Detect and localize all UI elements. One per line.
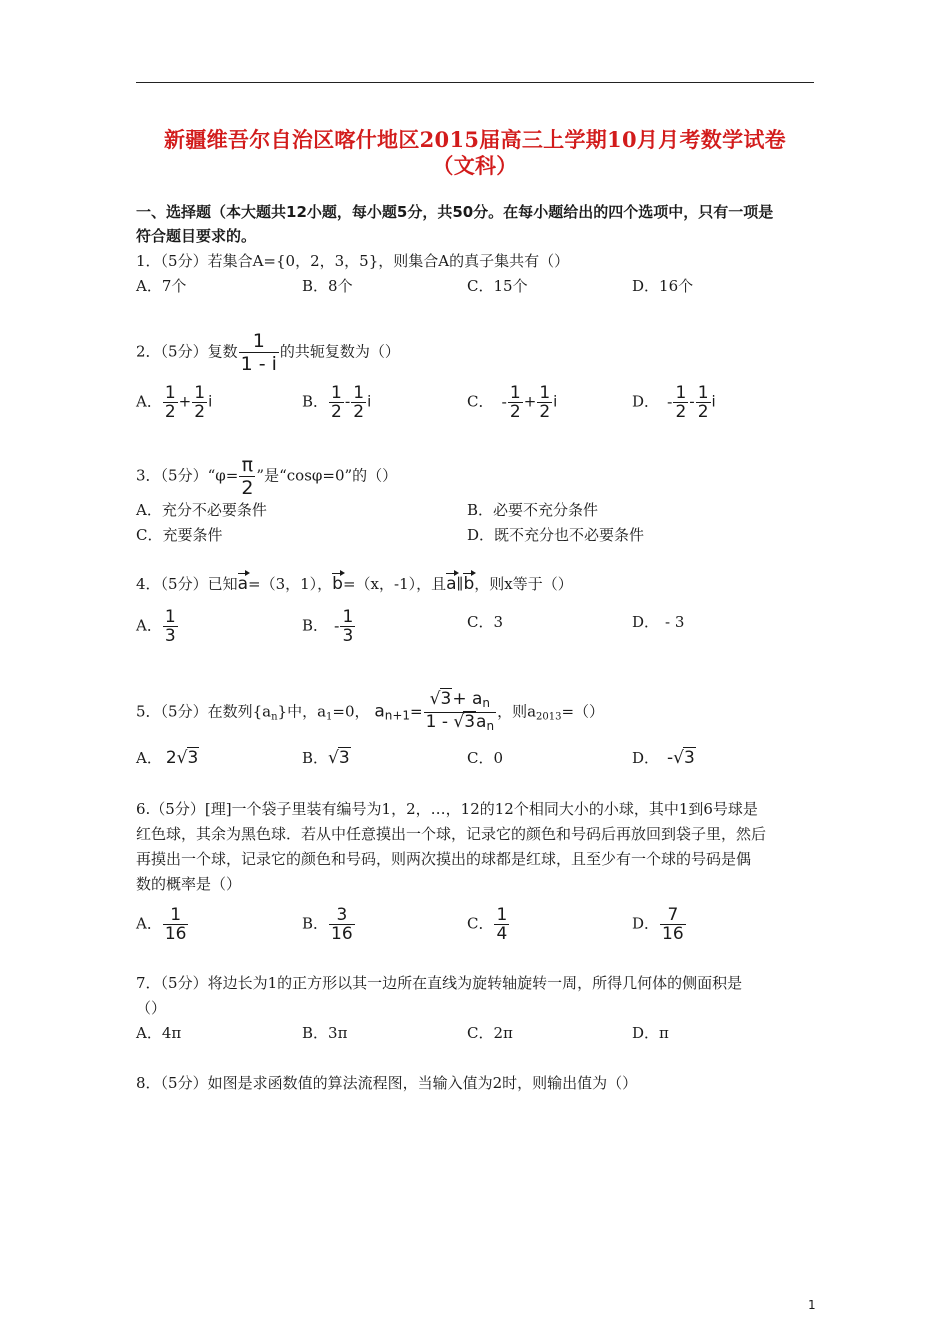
q5-a-label: A． xyxy=(136,749,162,767)
subscript: n xyxy=(482,696,491,710)
frac-den: 16 xyxy=(662,924,684,944)
q4-option-a[interactable] xyxy=(136,608,179,645)
section-heading-line1: 一、选择题（本大题共12小题，每小题5分，共50分。在每小题给出的四个选项中，只有一项是 xyxy=(136,203,774,221)
frac-num: 7 xyxy=(667,905,679,925)
q5-c-label: C． xyxy=(467,749,494,767)
q2-option-b[interactable] xyxy=(302,384,371,421)
frac-num: 1 xyxy=(496,905,508,925)
parallel-sign: ∥ xyxy=(456,575,464,593)
q4-d-value: - 3 xyxy=(665,613,685,631)
frac-den: 2 xyxy=(164,402,176,422)
q6-a-frac xyxy=(163,906,189,943)
q5-text: }中，a xyxy=(277,702,327,721)
q4-option-b[interactable] xyxy=(302,608,356,645)
coef: 2 xyxy=(165,748,177,768)
q2-c-frac1 xyxy=(508,384,523,421)
q5-text: =（） xyxy=(561,702,605,721)
frac-num: 1 xyxy=(697,383,709,403)
sqrt-radicand: 3 xyxy=(464,712,476,732)
q5-b-value: √3 xyxy=(328,748,350,768)
q6-c-label: C． xyxy=(467,914,494,933)
q2-stem-suffix: 的共轭复数为（） xyxy=(279,342,400,361)
frac-num: 1 xyxy=(353,383,365,403)
q2-b-frac1 xyxy=(329,384,344,421)
q3-option-a[interactable]: A．充分不必要条件 xyxy=(136,501,267,519)
q4-b-frac xyxy=(340,608,355,645)
q6-d-frac xyxy=(660,906,686,943)
q6-line: 红色球，其余为黑色球．若从中任意摸出一个球，记录它的颜色和号码后再放回到袋子里，然后 xyxy=(136,825,767,843)
frac-den: 2 xyxy=(331,402,342,422)
frac-num: 1 xyxy=(509,383,521,403)
q5-d-value: -√3 xyxy=(667,748,695,768)
frac-den-text: 1 - xyxy=(425,712,448,732)
frac-den: $1 - √3a_n$ xyxy=(425,712,495,733)
q2-c-frac2 xyxy=(537,384,552,421)
frac-den: 4 xyxy=(496,924,508,944)
q2-d-label: D． xyxy=(632,392,660,411)
q2-b-frac2 xyxy=(351,384,366,421)
q3-option-b[interactable]: B．必要不充分条件 xyxy=(467,501,599,519)
q3-option-d[interactable]: D．既不充分也不必要条件 xyxy=(467,526,645,544)
q7-line: （） xyxy=(136,999,167,1017)
minus-sign: - xyxy=(501,392,507,411)
q5-option-b[interactable] xyxy=(302,746,351,770)
sqrt-radicand: 3 xyxy=(684,748,695,768)
q4-a-frac xyxy=(163,608,178,645)
q5-d-label: D． xyxy=(632,749,660,767)
q2-a-frac2 xyxy=(192,384,207,421)
q2-fraction xyxy=(239,330,279,375)
q6-b-frac xyxy=(329,906,355,943)
frac-den: 16 xyxy=(331,924,353,944)
exam-subtitle: （文科） xyxy=(432,153,518,178)
frac-num: 1 xyxy=(675,383,687,403)
q4-a-label: A． xyxy=(136,616,162,635)
header-rule xyxy=(136,82,814,83)
equals-sign: = xyxy=(410,702,423,721)
question-3-stem xyxy=(136,454,816,499)
q6-option-c[interactable] xyxy=(467,906,510,943)
sqrt-radicand: 3 xyxy=(338,748,350,768)
q4-stem-prefix: 4．（5分）已知 xyxy=(136,575,238,593)
frac-num: 1 xyxy=(539,383,551,403)
q5-text: =0， xyxy=(332,702,370,721)
q4-part3: ，则x等于（） xyxy=(474,575,573,593)
question-5-stem xyxy=(136,690,816,735)
q6-d-label: D． xyxy=(632,914,660,933)
q3-fraction xyxy=(239,454,255,499)
frac-num: 1 xyxy=(170,905,182,925)
question-8-stem: 8．（5分）如图是求函数值的算法流程图，当输入值为2时，则输出值为（） xyxy=(136,1074,638,1092)
q2-fraction-num: 1 xyxy=(252,330,265,352)
plus-sign: + xyxy=(523,392,537,411)
q5-a-value: 2√3 xyxy=(165,748,199,768)
q4-c-value: 3 xyxy=(493,613,504,631)
subscript: 1 xyxy=(326,711,333,723)
section-heading-line2: 符合题目要求的。 xyxy=(136,227,257,245)
vector-a: a xyxy=(237,574,249,594)
q2-c-label: C． xyxy=(467,392,494,411)
q5-text: ，则a xyxy=(497,702,537,721)
q5-b-label: B． xyxy=(302,749,329,767)
sqrt-radicand: 3 xyxy=(187,748,199,768)
q1-option-d[interactable]: D．16个 xyxy=(632,277,694,295)
frac-den: 3 xyxy=(164,626,176,646)
question-4-stem xyxy=(136,572,816,596)
q7-option-d[interactable]: D．π xyxy=(632,1024,669,1042)
frac-den: 16 xyxy=(164,924,187,944)
q2-option-a[interactable] xyxy=(136,384,212,421)
q7-option-c[interactable]: C．2π xyxy=(467,1024,513,1042)
frac-den: 2 xyxy=(539,402,551,422)
minus-sign: - xyxy=(344,392,351,411)
q5-option-d[interactable] xyxy=(632,746,696,770)
subscript: n xyxy=(486,719,495,733)
exam-title: 新疆维吾尔自治区喀什地区2015届高三上学期10月月考数学试卷 xyxy=(164,127,786,152)
imag-unit: i xyxy=(367,392,372,411)
vector-b: b xyxy=(332,574,343,594)
q2-a-label: A． xyxy=(136,392,162,411)
frac-num: 1 xyxy=(194,383,206,403)
a-label: a xyxy=(374,701,385,722)
frac-den: 3 xyxy=(342,626,354,646)
frac-num: 1 xyxy=(164,607,176,627)
q6-option-a[interactable] xyxy=(136,906,189,943)
q6-b-label: B． xyxy=(302,914,329,933)
minus-sign: - xyxy=(667,748,674,768)
q6-option-d[interactable] xyxy=(632,906,687,943)
question-2-stem xyxy=(136,330,816,375)
q5-c-value: 0 xyxy=(493,749,504,767)
vector-b: b xyxy=(463,574,475,594)
q5-text: 5．（5分）在数列{a xyxy=(136,702,272,721)
q1-option-c[interactable]: C．15个 xyxy=(467,277,528,295)
frac-num: 1 xyxy=(331,383,342,403)
minus-sign: - xyxy=(689,392,695,411)
frac-num-text: + a xyxy=(452,689,483,709)
frac-den: 2 xyxy=(194,402,206,422)
page-number: 1 xyxy=(808,1298,816,1312)
q6-line: 6.（5分）[理]一个袋子里装有编号为1，2，…，12的12个相同大小的小球，其中1到6号球是 xyxy=(136,800,758,818)
q2-fraction-den: 1 - i xyxy=(240,353,277,375)
section-heading xyxy=(136,200,816,248)
q2-b-label: B． xyxy=(302,392,329,411)
q6-a-label: A． xyxy=(136,914,162,933)
frac-num: 1 xyxy=(342,607,354,627)
minus-sign: - xyxy=(334,616,340,635)
sqrt-radicand: 3 xyxy=(440,689,452,709)
subscript: n xyxy=(271,711,278,723)
q4-part2: =（x，-1），且 xyxy=(342,575,447,593)
q6-c-frac xyxy=(494,906,509,943)
q2-option-c[interactable] xyxy=(467,384,557,421)
q3-option-c[interactable]: C．充要条件 xyxy=(136,526,223,544)
q7-line: 7．（5分）将边长为1的正方形以其一边所在直线为旋转轴旋转一周，所得几何体的侧面积是 xyxy=(136,974,743,992)
imag-unit: i xyxy=(711,392,716,411)
q6-line: 数的概率是（） xyxy=(136,875,242,893)
imag-unit: i xyxy=(553,392,558,411)
question-6-stem xyxy=(136,797,816,897)
frac-den: 2 xyxy=(675,402,687,422)
imag-unit: i xyxy=(208,392,213,411)
q6-option-b[interactable] xyxy=(302,906,356,943)
subscript: n+1 xyxy=(384,708,411,723)
frac-num: 3 xyxy=(336,905,348,925)
q1-option-a[interactable]: A．7个 xyxy=(136,277,187,295)
plus-sign: + xyxy=(178,392,192,411)
q3-stem-prefix: 3．（5分）“φ= xyxy=(136,466,239,485)
q2-option-d[interactable] xyxy=(632,384,716,421)
q4-b-label: B． xyxy=(302,616,329,635)
subscript: 2013 xyxy=(536,711,562,723)
q2-d-frac1 xyxy=(673,384,688,421)
frac-num: $√3+ a_n$ xyxy=(429,689,491,710)
q7-option-a[interactable]: A．4π xyxy=(136,1024,182,1042)
vector-a: a xyxy=(446,574,457,594)
q5-option-a[interactable] xyxy=(136,746,199,770)
q4-c-label: C． xyxy=(467,613,494,631)
q4-option-c[interactable] xyxy=(467,610,503,634)
frac-den: 2 xyxy=(509,402,521,422)
q2-d-frac2 xyxy=(696,384,711,421)
q5-option-c[interactable] xyxy=(467,746,503,770)
frac-num: π xyxy=(241,454,254,476)
question-7-stem xyxy=(136,971,816,1021)
minus-sign: - xyxy=(667,392,673,411)
q5-recurrence-fraction xyxy=(424,690,496,735)
q2-stem-prefix: 2．（5分）复数 xyxy=(136,342,238,361)
q4-part1: =（3，1）， xyxy=(248,575,333,593)
frac-den: 2 xyxy=(241,477,254,499)
question-1-stem: 1．（5分）若集合A={0，2，3，5}，则集合A的真子集共有（） xyxy=(136,252,570,270)
q4-d-label: D． xyxy=(632,613,660,631)
frac-num: 1 xyxy=(164,383,176,403)
q4-option-d[interactable] xyxy=(632,610,684,634)
frac-den: 2 xyxy=(353,402,365,422)
q2-a-frac1 xyxy=(163,384,178,421)
q7-option-b[interactable]: B．3π xyxy=(302,1024,348,1042)
q1-option-b[interactable]: B．8个 xyxy=(302,277,353,295)
q3-stem-suffix: ”是“cosφ=0”的（） xyxy=(256,466,398,485)
frac-den-text: a xyxy=(476,712,487,732)
frac-den: 2 xyxy=(697,402,709,422)
q6-line: 再摸出一个球，记录它的颜色和号码，则两次摸出的球都是红球，且至少有一个球的号码是偶 xyxy=(136,850,752,868)
